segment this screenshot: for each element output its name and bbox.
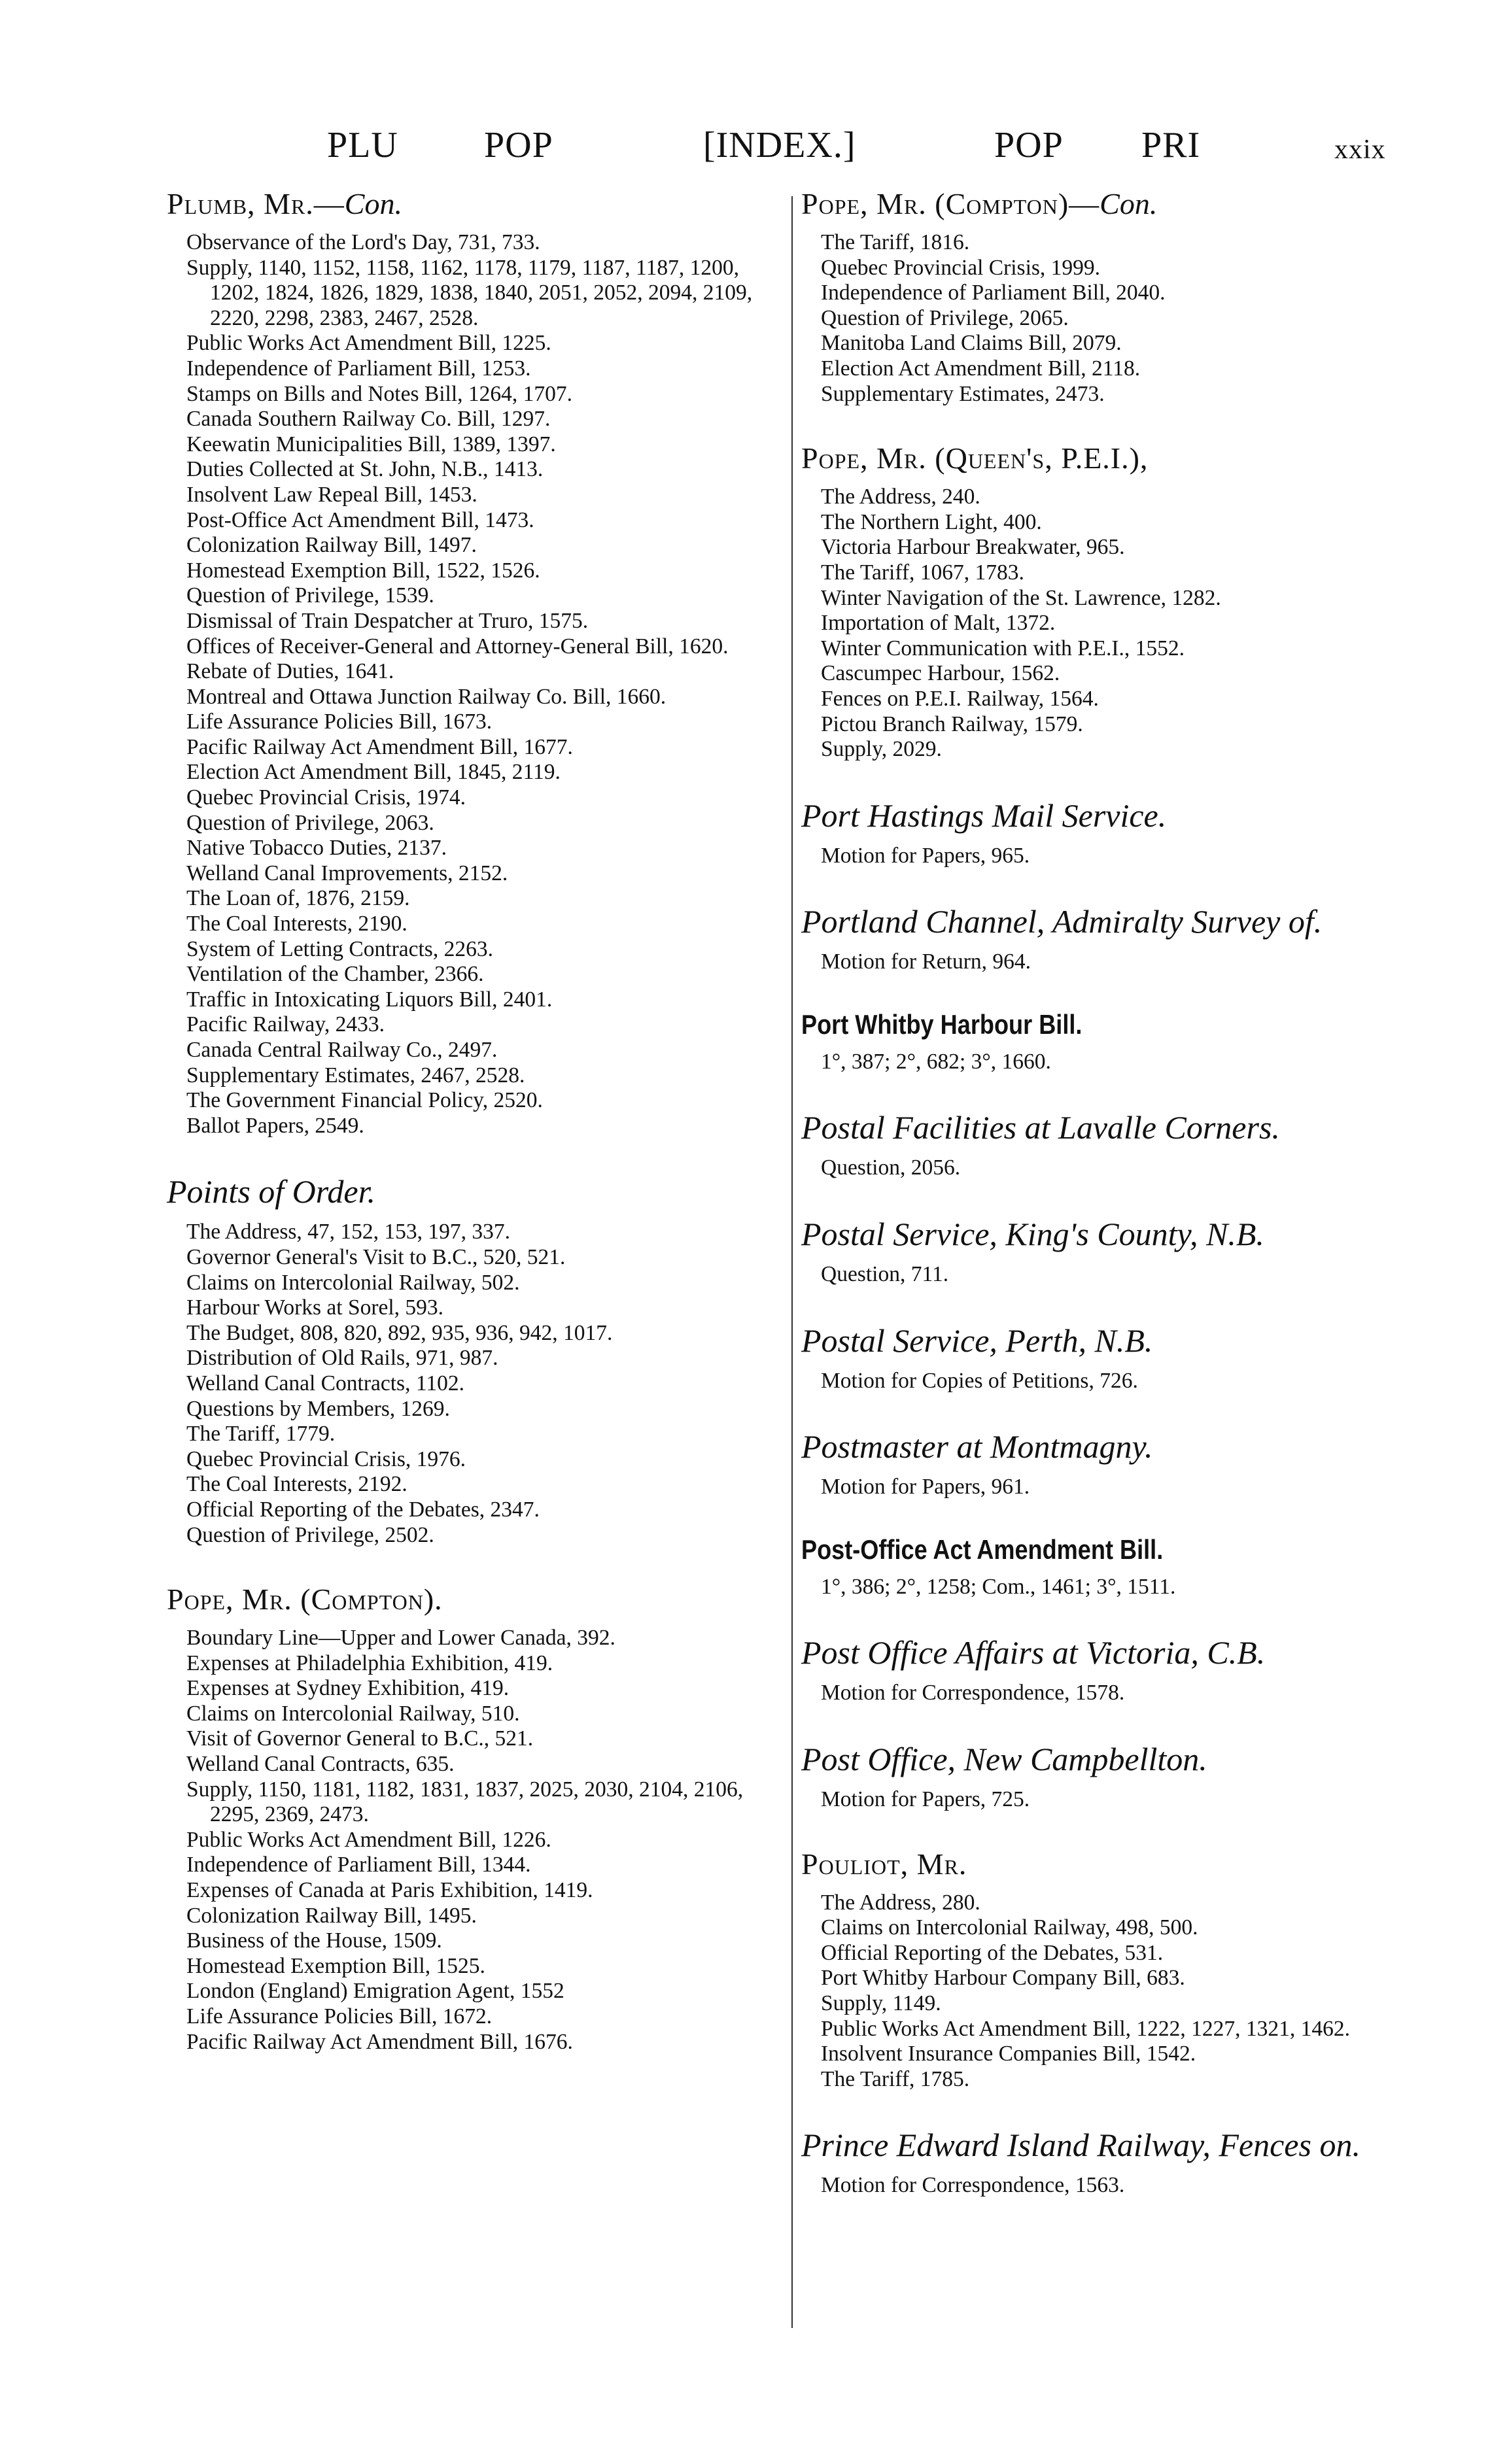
index-entry: Public Works Act Amendment Bill, 1225. xyxy=(186,331,551,356)
index-entry: Manitoba Land Claims Bill, 2079. xyxy=(821,331,1122,356)
entry-list xyxy=(801,1787,1403,1813)
index-entry: Supply, 1150, 1181, 1182, 1831, 1837, 2025, 2030, 2104, 2106, 2295, 2369, 2473. xyxy=(186,1777,744,1827)
index-entry: Election Act Amendment Bill, 1845, 2119. xyxy=(186,760,561,785)
index-entry: Insolvent Law Repeal Bill, 1453. xyxy=(186,482,477,507)
index-entry: 1°, 386; 2°, 1258; Com., 1461; 3°, 1511. xyxy=(821,1574,1176,1599)
index-entry: Colonization Railway Bill, 1497. xyxy=(186,533,477,558)
entry-list xyxy=(801,1369,1403,1394)
index-entry: Fences on P.E.I. Railway, 1564. xyxy=(821,686,1099,711)
index-section xyxy=(801,1428,1403,1500)
index-entry: Motion for Copies of Petitions, 726. xyxy=(821,1368,1138,1393)
index-entry: Question of Privilege, 2502. xyxy=(186,1522,434,1547)
member-name: Pouliot, Mr. xyxy=(801,1847,967,1881)
index-entry: Duties Collected at St. John, N.B., 1413. xyxy=(186,457,544,482)
topic-heading: Post Office, New Campbellton. xyxy=(801,1741,1207,1778)
index-entry: Pacific Railway, 2433. xyxy=(186,1012,385,1037)
index-entry: Post-Office Act Amendment Bill, 1473. xyxy=(186,507,534,532)
topic-heading: Portland Channel, Admiralty Survey of. xyxy=(801,903,1323,940)
topic-heading: Post Office Affairs at Victoria, C.B. xyxy=(801,1634,1266,1671)
index-entry: Welland Canal Contracts, 1102. xyxy=(186,1371,464,1395)
index-entry: Motion for Correspondence, 1578. xyxy=(821,1681,1125,1705)
index-entry: Homestead Exemption Bill, 1522, 1526. xyxy=(186,558,540,583)
index-section xyxy=(801,186,1403,407)
index-entry: The Tariff, 1779. xyxy=(186,1422,336,1446)
member-name: Pope, Mr. (Queen's, P.E.I.), xyxy=(801,441,1149,475)
index-entry: Supplementary Estimates, 2467, 2528. xyxy=(186,1063,525,1087)
index-section xyxy=(801,1847,1403,2093)
entry-list xyxy=(167,1220,775,1548)
member-heading xyxy=(167,1582,775,1617)
entry-list xyxy=(801,1575,1403,1600)
member-heading xyxy=(801,1847,1403,1881)
index-entry: System of Letting Contracts, 2263. xyxy=(186,936,493,961)
bill-heading: Port Whitby Harbour Bill. xyxy=(801,1008,1083,1040)
index-entry: Motion for Correspondence, 1563. xyxy=(821,2173,1125,2198)
index-entry: Winter Navigation of the St. Lawrence, 1282. xyxy=(821,585,1221,610)
index-entry: The Tariff, 1816. xyxy=(821,230,970,254)
entry-list xyxy=(801,1155,1403,1181)
index-entry: Official Reporting of the Debates, 531. xyxy=(821,1940,1164,1965)
index-section xyxy=(801,2126,1403,2199)
index-entry: Independence of Parliament Bill, 1253. xyxy=(186,356,531,381)
index-entry: London (England) Emigration Agent, 1552 xyxy=(186,1979,564,2004)
topic-heading: Port Hastings Mail Service. xyxy=(801,796,1167,834)
index-entry: The Government Financial Policy, 2520. xyxy=(186,1088,543,1113)
entry-list xyxy=(801,230,1403,407)
index-entry: Public Works Act Amendment Bill, 1222, 1227, 1321, 1462. xyxy=(821,2016,1351,2041)
index-entry: Keewatin Municipalities Bill, 1389, 1397. xyxy=(186,432,556,456)
index-section xyxy=(167,186,775,1138)
entry-list xyxy=(167,230,775,1138)
index-entry: Insolvent Insurance Companies Bill, 1542. xyxy=(821,2042,1196,2066)
index-entry: Motion for Papers, 965. xyxy=(821,843,1030,868)
index-entry: Question of Privilege, 2063. xyxy=(186,810,434,835)
continued-suffix: Con. xyxy=(1100,187,1158,220)
member-name: Pope, Mr. (Compton). xyxy=(167,1583,443,1617)
index-section xyxy=(801,441,1403,762)
index-entry: Quebec Provincial Crisis, 1999. xyxy=(821,255,1101,280)
index-entry: Importation of Malt, 1372. xyxy=(821,611,1056,636)
right-column xyxy=(801,186,1403,2233)
index-entry: Questions by Members, 1269. xyxy=(186,1396,450,1421)
index-entry: Dismissal of Train Despatcher at Truro, 1575. xyxy=(186,608,589,633)
entry-list xyxy=(801,1475,1403,1500)
index-entry: The Coal Interests, 2190. xyxy=(186,912,407,936)
index-entry: Observance of the Lord's Day, 731, 733. xyxy=(186,230,540,254)
index-entry: Supply, 1140, 1152, 1158, 1162, 1178, 1179, 1187, 1187, 1200, 1202, 1824, 1826, 1829, 1838, 1840, 2051, 2052, 2094, 2109, 2220, 2298, 2383, 2467, 2528. xyxy=(186,255,753,330)
index-entry: Ballot Papers, 2549. xyxy=(186,1113,364,1138)
index-section xyxy=(801,1634,1403,1706)
index-entry: Visit of Governor General to B.C., 521. xyxy=(186,1726,534,1751)
entry-list xyxy=(801,2173,1403,2199)
index-entry: Supply, 1149. xyxy=(821,1991,941,2015)
index-entry: The Address, 280. xyxy=(821,1890,980,1915)
index-entry: Harbour Works at Sorel, 593. xyxy=(186,1295,444,1320)
entry-list xyxy=(801,1681,1403,1706)
index-entry: Supply, 2029. xyxy=(821,737,942,762)
index-entry: The Coal Interests, 2192. xyxy=(186,1472,407,1497)
index-section xyxy=(801,796,1403,869)
index-entry: Welland Canal Contracts, 635. xyxy=(186,1752,455,1777)
header-folio: xxix xyxy=(1334,135,1386,165)
index-entry: Stamps on Bills and Notes Bill, 1264, 1707. xyxy=(186,381,572,406)
member-heading xyxy=(801,186,1403,221)
entry-list xyxy=(801,485,1403,762)
index-entry: Independence of Parliament Bill, 2040. xyxy=(821,281,1166,305)
topic-heading: Prince Edward Island Railway, Fences on. xyxy=(801,2127,1360,2164)
topic-heading: Points of Order. xyxy=(167,1173,375,1210)
header-left-word-1: PLU xyxy=(327,125,398,165)
index-entry: Life Assurance Policies Bill, 1673. xyxy=(186,710,493,734)
index-entry: Question, 711. xyxy=(821,1262,949,1287)
index-entry: The Address, 47, 152, 153, 197, 337. xyxy=(186,1220,511,1244)
index-entry: The Northern Light, 400. xyxy=(821,509,1042,534)
index-entry: Distribution of Old Rails, 971, 987. xyxy=(186,1346,498,1371)
header-right-word-1: POP xyxy=(994,125,1064,165)
index-entry: Supplementary Estimates, 2473. xyxy=(821,381,1105,406)
index-section xyxy=(801,1108,1403,1181)
entry-list xyxy=(167,1626,775,2055)
index-entry: Claims on Intercolonial Railway, 498, 500. xyxy=(821,1915,1198,1940)
index-entry: Question of Privilege, 1539. xyxy=(186,583,434,608)
member-name: Plumb, Mr.— xyxy=(167,187,345,220)
index-section xyxy=(801,1534,1403,1600)
index-entry: Traffic in Intoxicating Liquors Bill, 2401. xyxy=(186,987,553,1012)
index-entry: Winter Communication with P.E.I., 1552. xyxy=(821,636,1185,660)
index-entry: Montreal and Ottawa Junction Railway Co. Bill, 1660. xyxy=(186,684,667,709)
entry-list xyxy=(801,1050,1403,1075)
index-entry: Quebec Provincial Crisis, 1976. xyxy=(186,1446,466,1471)
index-section xyxy=(167,1172,775,1548)
index-entry: Motion for Return, 964. xyxy=(821,950,1031,974)
index-entry: Expenses of Canada at Paris Exhibition, 1419. xyxy=(186,1878,593,1903)
index-entry: Election Act Amendment Bill, 2118. xyxy=(821,356,1141,381)
continued-suffix: Con. xyxy=(344,187,402,220)
index-entry: Governor General's Visit to B.C., 520, 521. xyxy=(186,1244,566,1269)
header-right-word-2: PRI xyxy=(1141,125,1201,165)
index-entry: The Address, 240. xyxy=(821,485,980,509)
index-entry: Independence of Parliament Bill, 1344. xyxy=(186,1853,531,1877)
index-entry: Motion for Papers, 725. xyxy=(821,1787,1030,1812)
index-entry: Pictou Branch Railway, 1579. xyxy=(821,711,1083,736)
index-entry: Welland Canal Improvements, 2152. xyxy=(186,861,508,885)
index-entry: Claims on Intercolonial Railway, 510. xyxy=(186,1701,520,1726)
entry-list xyxy=(801,950,1403,975)
entry-list xyxy=(801,1262,1403,1288)
index-entry: The Budget, 808, 820, 892, 935, 936, 942, 1017. xyxy=(186,1320,613,1345)
index-section xyxy=(801,902,1403,975)
entry-list xyxy=(801,1891,1403,2093)
header-center: [INDEX.] xyxy=(703,125,856,165)
index-section xyxy=(801,1740,1403,1813)
entry-list xyxy=(801,844,1403,869)
header-left-word-2: POP xyxy=(484,125,553,165)
index-entry: Port Whitby Harbour Company Bill, 683. xyxy=(821,1966,1185,1991)
index-section xyxy=(801,1215,1403,1288)
index-entry: The Tariff, 1785. xyxy=(821,2066,970,2091)
index-entry: Rebate of Duties, 1641. xyxy=(186,659,394,684)
index-section xyxy=(801,1322,1403,1394)
index-entry: Expenses at Sydney Exhibition, 419. xyxy=(186,1676,510,1701)
column-divider xyxy=(791,196,793,2328)
topic-heading: Postal Service, Perth, N.B. xyxy=(801,1322,1153,1359)
index-entry: Canada Southern Railway Co. Bill, 1297. xyxy=(186,407,551,432)
index-entry: Expenses at Philadelphia Exhibition, 419. xyxy=(186,1651,553,1675)
index-entry: Question of Privilege, 2065. xyxy=(821,305,1069,330)
index-entry: The Tariff, 1067, 1783. xyxy=(821,560,1024,585)
index-section xyxy=(801,1009,1403,1075)
index-entry: Homestead Exemption Bill, 1525. xyxy=(186,1953,485,1978)
index-entry: 1°, 387; 2°, 682; 3°, 1660. xyxy=(821,1049,1051,1074)
index-entry: Native Tobacco Duties, 2137. xyxy=(186,836,447,861)
topic-heading: Postal Facilities at Lavalle Corners. xyxy=(801,1109,1280,1146)
index-entry: Claims on Intercolonial Railway, 502. xyxy=(186,1270,520,1295)
member-heading xyxy=(801,441,1403,475)
index-entry: Offices of Receiver-General and Attorney-General Bill, 1620. xyxy=(186,634,729,659)
index-entry: Motion for Papers, 961. xyxy=(821,1475,1030,1499)
bill-heading: Post-Office Act Amendment Bill. xyxy=(801,1533,1164,1565)
member-name: Pope, Mr. (Compton)— xyxy=(801,187,1100,220)
index-entry: Pacific Railway Act Amendment Bill, 1677. xyxy=(186,734,573,759)
index-entry: Business of the House, 1509. xyxy=(186,1928,442,1953)
index-entry: Canada Central Railway Co., 2497. xyxy=(186,1038,498,1062)
index-entry: Quebec Provincial Crisis, 1974. xyxy=(186,785,466,810)
index-entry: Life Assurance Policies Bill, 1672. xyxy=(186,2004,493,2028)
index-entry: Cascumpec Harbour, 1562. xyxy=(821,661,1060,686)
member-heading xyxy=(167,186,775,221)
index-entry: Victoria Harbour Breakwater, 965. xyxy=(821,535,1125,560)
index-entry: Question, 2056. xyxy=(821,1155,961,1180)
topic-heading: Postmaster at Montmagny. xyxy=(801,1428,1153,1465)
left-column xyxy=(167,186,775,2089)
index-entry: Public Works Act Amendment Bill, 1226. xyxy=(186,1827,551,1852)
index-entry: Colonization Railway Bill, 1495. xyxy=(186,1903,477,1928)
index-entry: Pacific Railway Act Amendment Bill, 1676. xyxy=(186,2029,573,2054)
index-entry: Ventilation of the Chamber, 2366. xyxy=(186,962,484,987)
topic-heading: Postal Service, King's County, N.B. xyxy=(801,1216,1264,1253)
index-section xyxy=(167,1582,775,2055)
index-entry: Official Reporting of the Debates, 2347. xyxy=(186,1497,540,1522)
index-entry: The Loan of, 1876, 2159. xyxy=(186,886,410,911)
index-entry: Boundary Line—Upper and Lower Canada, 392. xyxy=(186,1626,615,1651)
